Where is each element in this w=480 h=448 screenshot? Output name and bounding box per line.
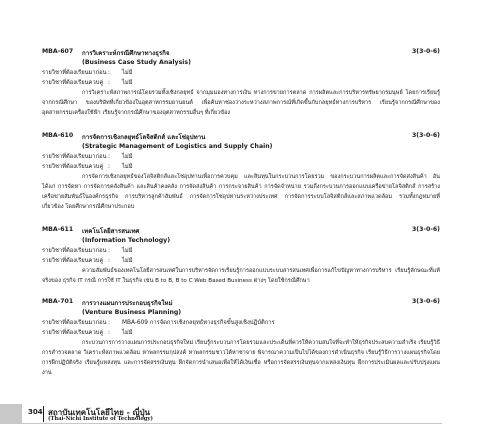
prerequisite-label: รายวิชาที่ต้องเรียนมาก่อน <box>42 70 107 76</box>
course-mba-607 <box>42 48 440 118</box>
course-mba-701 <box>42 298 440 378</box>
course-description: การจัดการเชิงกลยุทธ์ของโลจิสติกส์และโซ่อุปทานเพื่อการควบคุม และสินทุนในกระบวนการโดยรวม ของกระบวนการผลิตและการจัดส่งสินค้า อันได้แก่ การจัดหา การจัดการคลังสินค้า และสินค้าคงคลัง การจัดส่งสินค้า การกระจายสินค้า การจัดจำหน่าย รวมถึงกระบวนการออกแบบเครือข่ายโลจิสติกส์ การสร้างเครือข่ายสัมพันธ์ในองค์กรธุรกิจ การบริหารลูกค้าสัมพันธ์ การจัดการโซ่อุปทานระหว่างประเทศ การจัดการระบบโลจิสติกส์และสภาพแวดล้อม รวมทั้งกฎหมายที่เกี่ยวข้อง โดยศึกษากรณีศึกษาประกอบ <box>42 174 440 210</box>
course-header <box>42 48 440 58</box>
footer-rule <box>22 423 442 424</box>
footer-divider <box>43 406 44 422</box>
prerequisite-row <box>42 246 440 256</box>
separator-colon: : <box>108 258 110 264</box>
corequisite-label: รายวิชาที่ต้องเรียนควบคู่ <box>42 80 104 86</box>
prerequisite-value: ไม่มี <box>122 248 133 254</box>
prerequisite-value: ไม่มี <box>122 70 133 76</box>
footer-gray-tab <box>0 404 22 424</box>
corequisite-row <box>42 78 440 88</box>
page-number: 304 <box>28 408 43 416</box>
course-title-english: (Venture Business Planning) <box>82 309 182 316</box>
corequisite-row <box>42 328 440 338</box>
course-header <box>42 132 440 142</box>
separator-colon: : <box>108 164 110 170</box>
corequisite-label: รายวิชาที่ต้องเรียนควบคู่ <box>42 258 104 264</box>
prerequisite-row <box>42 152 440 162</box>
corequisite-value: ไม่มี <box>122 258 133 264</box>
course-credits: 3(3-0-6) <box>411 48 440 55</box>
separator-colon: : <box>108 70 110 76</box>
course-header <box>42 298 440 308</box>
separator-colon: : <box>108 320 110 326</box>
course-title-thai: การวิเคราะห์กรณีศึกษาทางธุรกิจ <box>82 50 170 57</box>
prerequisite-value: ไม่มี <box>122 154 133 160</box>
course-description: ความสัมพันธ์ของเทคโนโลยีสารสนเทศในการบริหารจัดการเรียนรู้การออกแบบระบบสารสนเทศเพื่อการแก้ไขปัญหาทางการบริหาร เรียนรู้ลักษณะที่แท้จริงของ ธุรกิจ IT กรณี การใช้ IT ในธุรกิจ เช่น B to B, B to C Web Based Business ต่างๆ โดยใช้กรณีศึกษา <box>42 268 440 284</box>
course-header <box>42 226 440 236</box>
course-title-english: (Strategic Management of Logistics and Supply Chain) <box>82 143 273 150</box>
institute-name-thai: สถาบันเทคโนโลยีไทย - ญี่ปุ่น <box>48 407 151 417</box>
course-code: MBA-607 <box>42 48 74 55</box>
course-title-english: (Business Case Study Analysis) <box>82 59 191 66</box>
course-code: MBA-610 <box>42 132 74 139</box>
course-title-thai: เทคโนโลยีสารสนเทศ <box>82 228 140 235</box>
institute-name-english: (Thai-Nichi Institute of Technology) <box>48 416 153 422</box>
corequisite-value: ไม่มี <box>122 164 133 170</box>
separator-colon: : <box>108 80 110 86</box>
course-credits: 3(3-0-6) <box>411 298 440 305</box>
course-code: MBA-701 <box>42 298 74 305</box>
course-description: การวิเคราะห์สภาพการณ์โดยรวมทั้งเชิงกลยุทธ์ จากมุมมองทางการเงิน ทางการขายการตลาด การผลิตและการบริหารทรัพยากรมนุษย์ โดยการเรียนรู้จากกรณีศึกษา ของบริษัทที่เกี่ยวข้องในอุตสาหกรรมยานยนต์ เพื่อค้นหาช่องว่างระหว่างสภาพการณ์ที่เกิดขึ้นกับกลยุทธ์ทางการบริหาร เรียนรู้จากกรณีศึกษาของอุตสาหกรรมเครื่องใช้ฟ้า เรียนรู้จากกรณีศึกษาของอุตสาหกรรมอื่นๆ ที่เกี่ยวข้อง <box>42 90 440 116</box>
prerequisite-label: รายวิชาที่ต้องเรียนมาก่อน <box>42 248 107 254</box>
corequisite-row <box>42 162 440 172</box>
corequisite-value: ไม่มี <box>122 80 133 86</box>
prerequisite-value: MBA-609 การจัดการเชิงกลยุทธ์ทางธุรกิจขั้นสูงเชิงปฏิบัติการ <box>122 320 275 326</box>
course-description: กระบวนการการวางแผนการประกอบธุรกิจใหม่ เรียนรู้กระบวนการโดยรวมและประเด็นที่ควรให้ความสนใจที่จะทำให้ธุรกิจประสบความสำเร็จ เรียนรู้วิธีการสำรวจตลาด วิเคราะห์สภาพแวดล้อม หาพลกรรมกุปสงค์ หาพลกรรมชาวไต้หาชาจาย พิจารณาความเป็นไปได้ของการดำเนินธุรกิจ เรียนรู้วิธีการวางแผนธุรกิจโดยการฝึกปฏิบัติจริง เรียนรู้แหล่งทุน และการจัดสรรเงินทุน ฝึกจัดการนำเสนอเพื่อให้ได้เงินเชื่อ หรือการจัดสรรเงินทุนจากแหล่งเงินทุน ฝึกการประเมินผลและปรับปรุงแผนงาน <box>42 340 440 376</box>
corequisite-label: รายวิชาที่ต้องเรียนควบคู่ <box>42 164 104 170</box>
prerequisite-row <box>42 68 440 78</box>
course-code: MBA-611 <box>42 226 74 233</box>
course-mba-611 <box>42 226 440 286</box>
corequisite-label: รายวิชาที่ต้องเรียนควบคู่ <box>42 330 104 336</box>
separator-colon: : <box>108 330 110 336</box>
separator-colon: : <box>108 248 110 254</box>
corequisite-value: ไม่มี <box>122 330 133 336</box>
prerequisite-label: รายวิชาที่ต้องเรียนมาก่อน <box>42 320 107 326</box>
separator-colon: : <box>108 154 110 160</box>
course-title-thai: การจัดการเชิงกลยุทธ์โลจิสติกส์ และโซ่อุปทาน <box>82 134 206 141</box>
course-mba-610 <box>42 132 440 212</box>
prerequisite-row <box>42 318 440 328</box>
course-credits: 3(3-0-6) <box>411 132 440 139</box>
page-footer <box>0 404 480 448</box>
course-title-thai: การวางแผนการประกอบธุรกิจใหม่ <box>82 300 173 307</box>
corequisite-row <box>42 256 440 266</box>
course-title-english: (Information Technology) <box>82 237 171 244</box>
course-credits: 3(3-0-6) <box>411 226 440 233</box>
prerequisite-label: รายวิชาที่ต้องเรียนมาก่อน <box>42 154 107 160</box>
